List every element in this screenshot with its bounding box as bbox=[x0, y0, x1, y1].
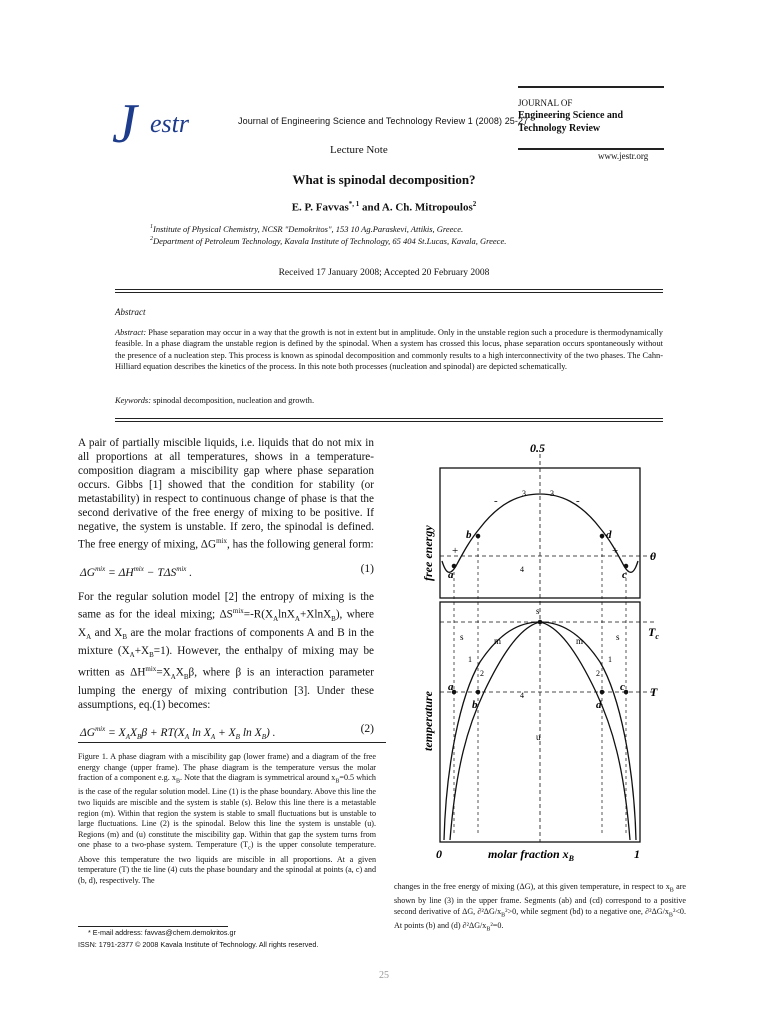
lecture-note-label: Lecture Note bbox=[330, 144, 388, 156]
line-1-left: 1 bbox=[468, 655, 472, 664]
paragraph-1: A pair of partially miscible liquids, i.e. liquids that do not mix in all proportions at all temperatures, shows in a temperature-composition diagram a miscibility gap where phase separation occurs. Gibbs [1] showed that the condition for stability (or metastability) in respect to continuous change of phase is that the second derivative of the free energy of mixing to be positive. If negative, the system is unstable. If zero, the spinodal is defined. The free energy of mixing, $\Delta G^{mix}$, has the following general form: bbox=[78, 437, 374, 551]
region-m-right: m bbox=[576, 636, 584, 646]
caption-rule bbox=[78, 742, 386, 743]
upper-y-label: free energy bbox=[421, 525, 435, 581]
critical-point bbox=[538, 620, 543, 625]
label-x1: 1 bbox=[634, 847, 640, 861]
rule-bottom bbox=[115, 418, 663, 419]
rule-top-2 bbox=[115, 292, 663, 293]
region-s-top: s bbox=[536, 606, 540, 616]
label-x0: 0 bbox=[436, 847, 442, 861]
phase-diagram-figure bbox=[410, 436, 680, 868]
journal-citation: Journal of Engineering Science and Technology Review 1 (2008) 25-27 bbox=[238, 116, 529, 126]
keywords-label: Keywords: bbox=[115, 396, 151, 405]
equation-1: $\Delta G^{mix} = \Delta H^{mix} - T\Delta S^{mix}$ . (1) bbox=[80, 562, 374, 579]
label-c-lower: c bbox=[620, 681, 625, 693]
logo-estr: estr bbox=[150, 109, 189, 138]
label-c-upper: c bbox=[622, 569, 627, 581]
equation-2-number: (2) bbox=[360, 722, 374, 735]
authors: E. P. Favvas$^{*, 1}$ and A. Ch. Mitropoulos$^2$ bbox=[291, 200, 477, 214]
line-3-label-b: 3 bbox=[550, 489, 554, 498]
issn-line: ISSN: 1791-2377 © 2008 Kavala Institute of Technology. All rights reserved. bbox=[78, 940, 319, 949]
keywords bbox=[115, 396, 314, 405]
line-3-label-a: 3 bbox=[522, 489, 526, 498]
minus-left: - bbox=[494, 495, 498, 507]
affiliation-1: $^1$Institute of Physical Chemistry, NCSR "Demokritos", 153 10 Ag.Paraskevi, Attikis, Greece. bbox=[150, 224, 464, 234]
plus-right: + bbox=[612, 545, 619, 557]
equation-1-number: (1) bbox=[360, 562, 374, 575]
paper-title: What is spinodal decomposition? bbox=[292, 172, 476, 187]
point-c-upper bbox=[624, 564, 629, 569]
label-a-lower: a bbox=[448, 681, 454, 693]
journal-name-box bbox=[518, 86, 664, 150]
page-number: 25 bbox=[379, 970, 389, 981]
affiliation-2: $^2$Department of Petroleum Technology, Kavala Institute of Technology, 65 404 St.Lucas, Kavala, Greece. bbox=[150, 236, 507, 246]
line-2-left: 2 bbox=[480, 669, 484, 678]
abstract-text: Phase separation may occur in a way that the growth is not in extent but in amplitude. Only in the unstable region such a procedure is thermodynamically feasible. In a phase diagram the unstable region is defined by the spinodal. When a system has crossed this locus, phase separation occurs spontaneously without the presence of a nucleation step. This process is known as spinodal decomposition and commonly results to a high interconnectivity of the two phases. The Cahn-Hilliard equation describes the kinetics of the process. In this note both processes (nucleation and spinodal) are depicted schematically. bbox=[115, 328, 663, 371]
equation-2: $\Delta G^{mix} = X_AX_B\beta + RT(X_A$ $\ln X_A + X_B$ $\ln X_B$) . (2) bbox=[80, 722, 374, 744]
plus-left: + bbox=[452, 545, 459, 557]
abstract bbox=[115, 327, 663, 372]
journal-box-line1: JOURNAL OF bbox=[518, 98, 573, 108]
label-zero: 0 bbox=[650, 549, 656, 563]
journal-logo bbox=[112, 84, 217, 154]
rule-bottom-2 bbox=[115, 421, 663, 422]
label-tc: $T_c$ bbox=[648, 625, 659, 641]
x-axis-label: molar fraction $x_B$ bbox=[488, 847, 575, 863]
line-1-right: 1 bbox=[608, 655, 612, 664]
figure-caption-continued: changes in the free energy of mixing (ΔG), at this given temperature, in respect to $x_B$ are shown by line (3) in the upper frame. Segments (ab) and (cd) correspond to a positive second derivative of ΔG, $\partial^2\Delta G/x_B^2>0$, while segment (bd) to a negative one, $\partial^2\Delta G/x_B^2<0$. At points (b) and (d) $\partial^2\Delta G/x_B^2=0$. bbox=[394, 882, 687, 933]
label-b-upper: b bbox=[466, 529, 472, 541]
line-4-upper: 4 bbox=[520, 565, 524, 574]
rule-top bbox=[115, 289, 663, 290]
journal-box-line3: Technology Review bbox=[518, 123, 601, 134]
region-s-right: s bbox=[616, 632, 620, 642]
lower-y-label: temperature bbox=[421, 691, 435, 751]
label-a-upper: a bbox=[448, 569, 454, 581]
journal-box-line2: Engineering Science and bbox=[518, 110, 624, 121]
line-2-right: 2 bbox=[596, 669, 600, 678]
footnote-email: * E-mail address: favvas@chem.demokritos.gr bbox=[88, 928, 236, 937]
label-b-lower: b bbox=[472, 699, 478, 711]
abstract-heading: Abstract bbox=[115, 307, 146, 317]
minus-right: - bbox=[576, 495, 580, 507]
label-d-upper: d bbox=[606, 529, 612, 541]
region-m-left: m bbox=[494, 636, 502, 646]
region-s-left: s bbox=[460, 632, 464, 642]
label-d-lower: d bbox=[596, 699, 602, 711]
abstract-label: Abstract: bbox=[115, 328, 147, 337]
point-b-upper bbox=[476, 534, 481, 539]
point-b-lower bbox=[476, 690, 481, 695]
paragraph-2: For the regular solution model [2] the entropy of mixing is the same as for the ideal mixing; $\Delta S^{mix}=-R(X_A\ln X_A+XlnX_B)$, where $X_A$ and $X_B$ are the molar fractions of components A and B in the mixture $(X_A+X_B=1)$. However, the enthalpy of mixing may be written as $\Delta H^{mix}=X_AX_B\beta$, where β is an interaction parameter lumping the energy of mixing contribution [3]. Under these assumptions, eq.(1) becomes: bbox=[78, 590, 374, 711]
point-d-upper bbox=[600, 534, 605, 539]
logo-j: J bbox=[112, 93, 137, 154]
label-t: T bbox=[650, 685, 658, 699]
footnote-rule bbox=[78, 926, 228, 927]
point-d-lower bbox=[600, 690, 605, 695]
journal-website[interactable]: www.jestr.org bbox=[598, 151, 649, 161]
point-a-upper bbox=[452, 564, 457, 569]
body-text bbox=[78, 436, 374, 754]
keywords-text: spinodal decomposition, nucleation and growth. bbox=[150, 396, 315, 405]
label-top: 0.5 bbox=[530, 441, 545, 455]
received-dates: Received 17 January 2008; Accepted 20 February 2008 bbox=[278, 268, 490, 278]
line-4-lower: 4 bbox=[520, 691, 524, 700]
figure-caption: Figure 1. A phase diagram with a miscibility gap (lower frame) and a diagram of the free energy change (upper frame). The phase diagram is the temperature versus the molar fraction of a component e.g. $x_B$. Note that the diagram is symmetrical around $x_B=0.5$ which is the case of the regular solution model. Line (1) is the phase boundary. Above this line the two liquids are miscible and the system is stable (s). Below this line there is a metastable region (m). Within that region the system is stable to small fluctuations but is unstable to large fluctuations. Line (2) is the spinodal. Below this line the system is unstable (u). Regions (m) and (u) constitute the miscibility gap. Within that gap the system turns from one phase to a two-phase system. Temperature $(T_c)$ is the upper consolute temperature. Above this temperature the two liquids are miscible in all proportions. At a given temperature (T) the tie line (4) cuts the phase boundary and the spinodal at points (a, c) and (b, d), respectively. The bbox=[78, 752, 376, 885]
region-u: u bbox=[536, 732, 541, 742]
